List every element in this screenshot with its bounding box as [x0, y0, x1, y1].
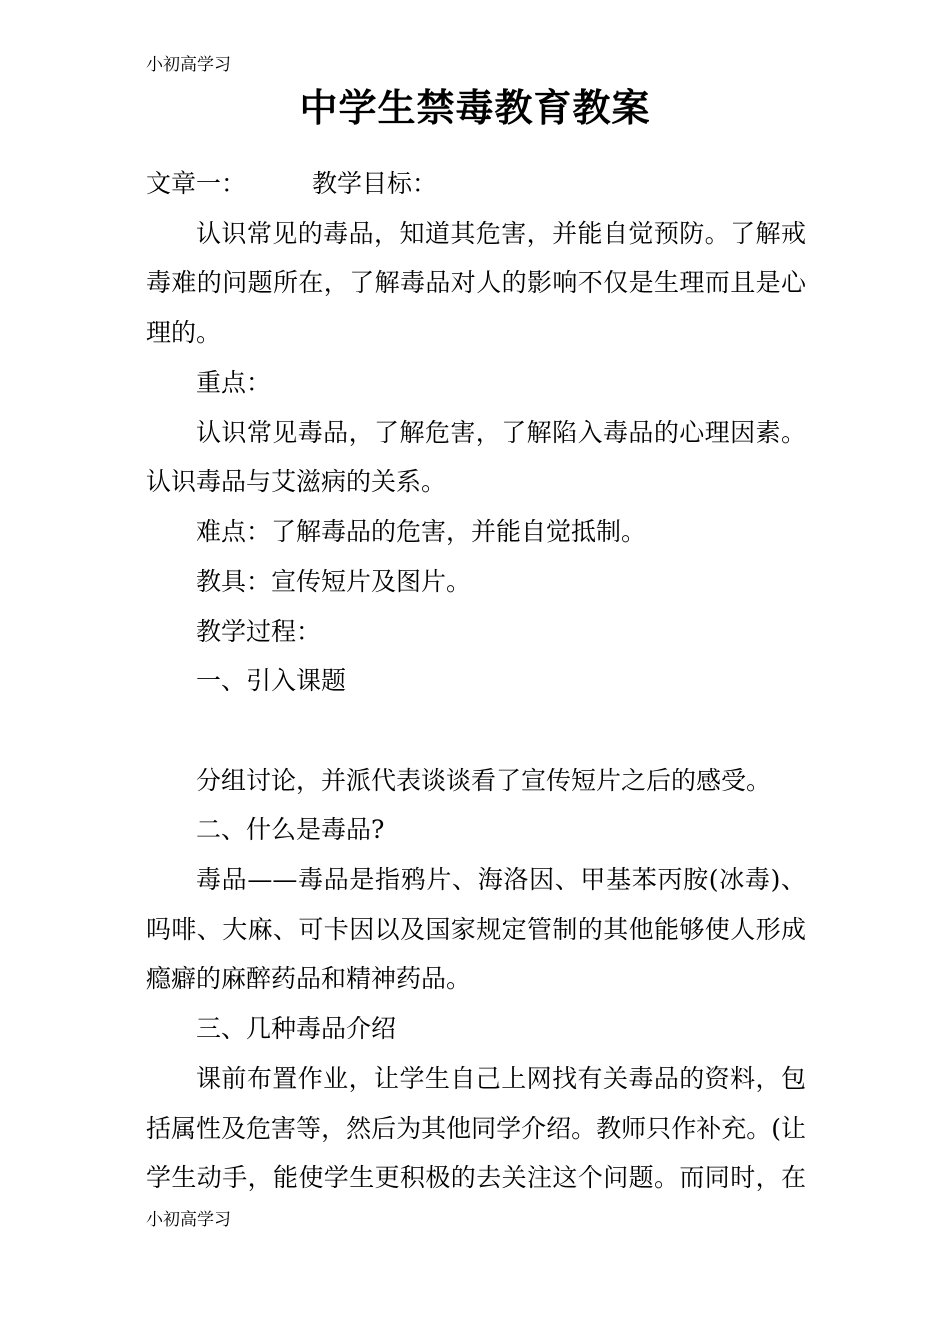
page-footer-note: 小初高学习 — [146, 1210, 231, 1230]
paragraph-line: 毒品——毒品是指鸦片、海洛因、甲基苯丙胺(冰毒)、 — [196, 865, 806, 894]
key-points-label: 重点： — [196, 368, 272, 397]
article-label: 文章一： — [146, 169, 247, 198]
paragraph-line: 认识常见的毒品，知道其危害，并能自觉预防。了解戒 — [196, 219, 806, 248]
paragraph-line: 毒难的问题所在，了解毒品对人的影响不仅是生理而且是心 — [146, 268, 806, 297]
paragraph-line: 认识常见毒品，了解危害，了解陷入毒品的心理因素。 — [196, 418, 806, 447]
paragraph-line: 瘾癖的麻醉药品和精神药品。 — [146, 964, 472, 993]
paragraph-line: 分组讨论，并派代表谈谈看了宣传短片之后的感受。 — [196, 766, 772, 795]
document-title: 中学生禁毒教育教案 — [299, 86, 651, 130]
difficulty-line: 难点：了解毒品的危害，并能自觉抵制。 — [196, 517, 647, 546]
section-heading: 三、几种毒品介绍 — [196, 1014, 397, 1043]
paragraph-line: 学生动手，能使学生更积极的去关注这个问题。而同时，在 — [146, 1163, 806, 1192]
paragraph-line: 课前布置作业，让学生自己上网找有关毒品的资料，包 — [196, 1064, 806, 1093]
page-header-note: 小初高学习 — [146, 55, 231, 75]
paragraph-line: 吗啡、大麻、可卡因以及国家规定管制的其他能够使人形成 — [146, 915, 806, 944]
objectives-label: 教学目标： — [312, 169, 438, 198]
paragraph-line: 理的。 — [146, 318, 222, 347]
intro-line — [146, 169, 437, 199]
paragraph-line: 认识毒品与艾滋病的关系。 — [146, 467, 447, 496]
section-heading: 一、引入课题 — [196, 666, 347, 695]
teaching-tools-line: 教具：宣传短片及图片。 — [196, 567, 472, 596]
paragraph-line: 括属性及危害等，然后为其他同学介绍。教师只作补充。(让 — [146, 1114, 806, 1143]
teaching-process-label: 教学过程： — [196, 617, 322, 646]
section-heading: 二、什么是毒品? — [196, 815, 385, 844]
